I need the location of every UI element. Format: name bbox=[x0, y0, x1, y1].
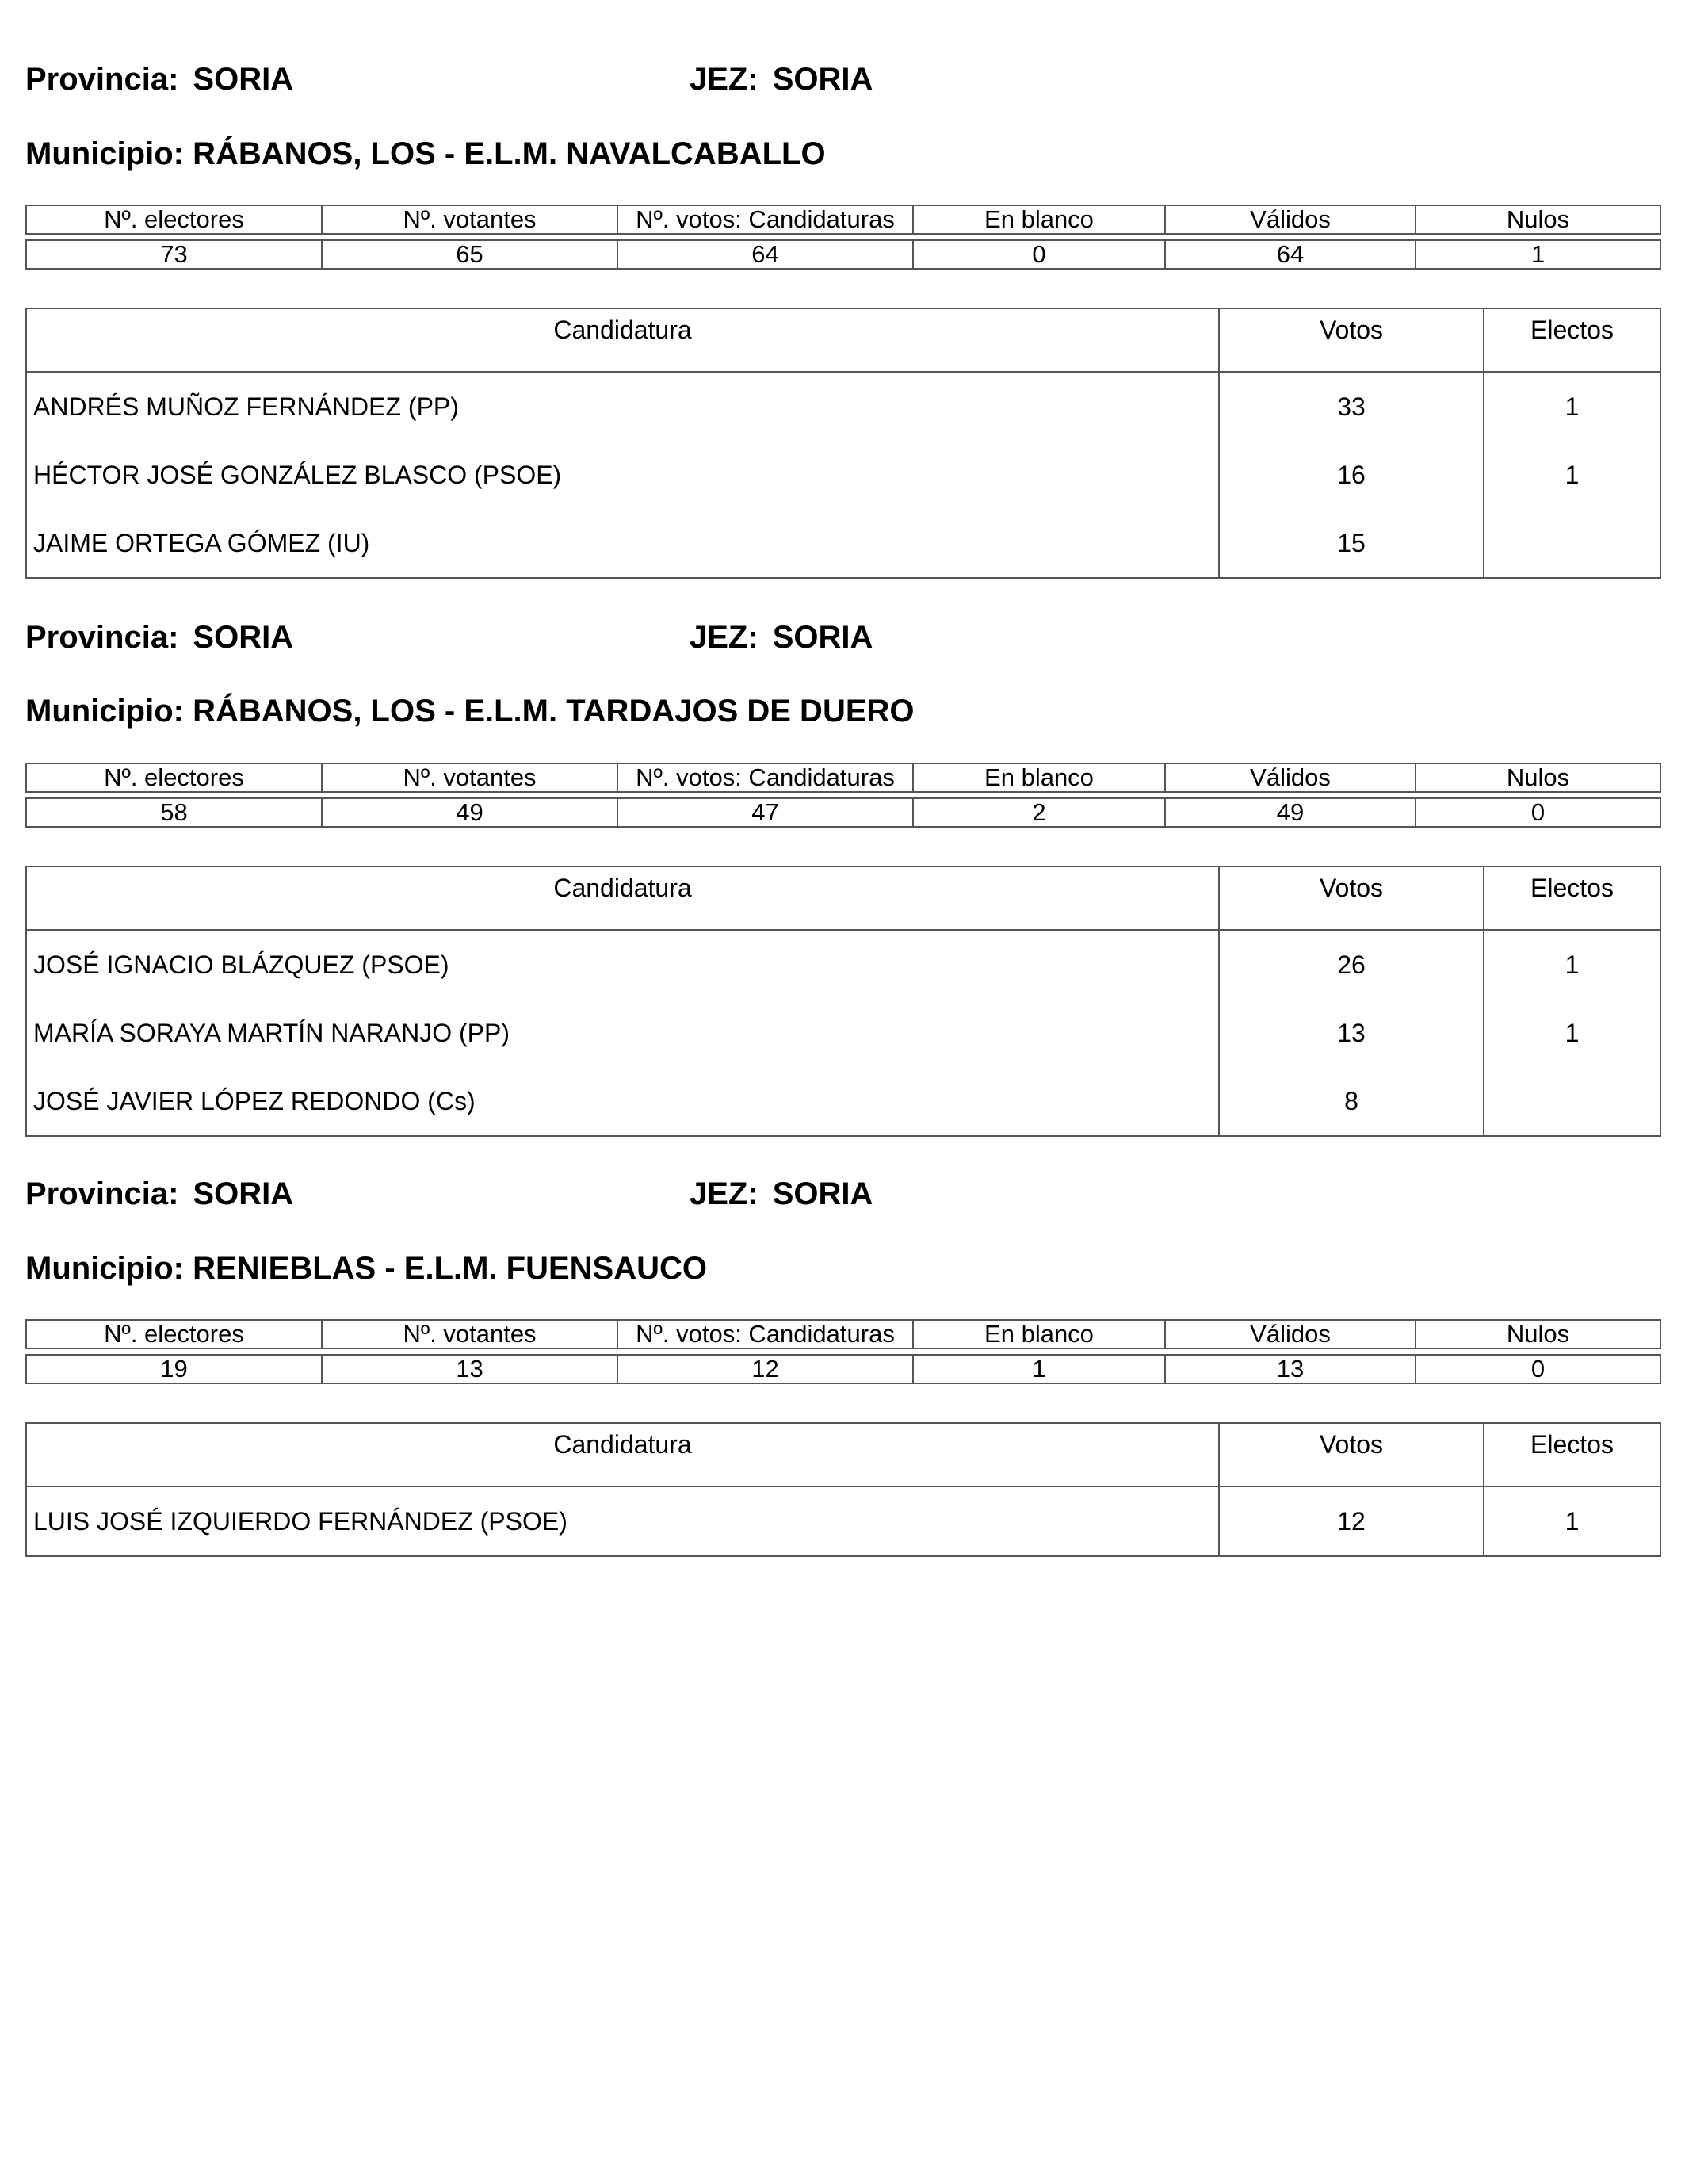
jez-value: SORIA bbox=[772, 1176, 873, 1211]
col-candidatura-header: Candidatura bbox=[27, 1424, 1220, 1486]
candidate-name: LUIS JOSÉ IZQUIERDO FERNÁNDEZ (PSOE) bbox=[27, 1487, 1220, 1555]
col-electos-header: Electos bbox=[1530, 316, 1614, 344]
nulos-value: 0 bbox=[1416, 1355, 1660, 1383]
candidate-electos: 1 bbox=[1565, 392, 1580, 421]
col-votos-cand-header: Nº. votos: Candidaturas bbox=[617, 1320, 913, 1348]
col-votos-cand-header: Nº. votos: Candidaturas bbox=[617, 205, 913, 234]
candidate-name: JOSÉ IGNACIO BLÁZQUEZ (PSOE) bbox=[27, 931, 1220, 999]
candidate-row bbox=[27, 1487, 1660, 1555]
candidate-electos: 1 bbox=[1565, 1506, 1580, 1536]
jez-value: SORIA bbox=[772, 620, 873, 655]
jez-label: JEZ: bbox=[690, 62, 758, 97]
candidate-votos: 16 bbox=[1220, 441, 1484, 509]
col-nulos-header: Nulos bbox=[1416, 763, 1660, 792]
candidate-votos: 26 bbox=[1220, 931, 1484, 999]
candidate-row bbox=[27, 373, 1660, 441]
candidate-electos bbox=[1484, 509, 1660, 577]
jez-header bbox=[690, 620, 873, 656]
provincia-label: Provincia: bbox=[25, 62, 179, 97]
jez-header bbox=[690, 62, 873, 98]
nulos-value: 0 bbox=[1416, 798, 1660, 827]
jez-label: JEZ: bbox=[690, 620, 758, 655]
candidate-row bbox=[27, 1067, 1660, 1135]
provincia-header bbox=[25, 62, 293, 98]
votantes-value: 49 bbox=[322, 798, 617, 827]
col-electos-header: Electos bbox=[1530, 1430, 1614, 1459]
provincia-value: SORIA bbox=[193, 1176, 294, 1211]
candidate-votos: 33 bbox=[1220, 373, 1484, 441]
col-validos-header: Válidos bbox=[1165, 1320, 1416, 1348]
blanco-value: 0 bbox=[913, 240, 1165, 269]
votantes-value: 65 bbox=[322, 240, 617, 269]
jez-header bbox=[690, 1176, 873, 1212]
jez-value: SORIA bbox=[772, 62, 873, 97]
col-votantes-header: Nº. votantes bbox=[322, 205, 617, 234]
municipio-label: Municipio: bbox=[25, 1251, 184, 1286]
votantes-value: 13 bbox=[322, 1355, 617, 1383]
candidates-table bbox=[25, 866, 1661, 1137]
validos-value: 13 bbox=[1165, 1355, 1416, 1383]
candidate-row bbox=[27, 999, 1660, 1067]
electores-value: 58 bbox=[26, 798, 322, 827]
candidate-name: JAIME ORTEGA GÓMEZ (IU) bbox=[27, 509, 1220, 577]
col-blanco-header: En blanco bbox=[913, 205, 1165, 234]
candidate-name: JOSÉ JAVIER LÓPEZ REDONDO (Cs) bbox=[27, 1067, 1220, 1135]
col-votos-header: Votos bbox=[1220, 1424, 1484, 1486]
municipio-value: RÁBANOS, LOS - E.L.M. TARDAJOS DE DUERO bbox=[193, 694, 915, 729]
col-validos-header: Válidos bbox=[1165, 763, 1416, 792]
municipio-header bbox=[25, 1251, 707, 1287]
summary-table bbox=[25, 763, 1661, 828]
nulos-value: 1 bbox=[1416, 240, 1660, 269]
votos-cand-value: 12 bbox=[617, 1355, 913, 1383]
candidate-row bbox=[27, 509, 1660, 577]
jez-label: JEZ: bbox=[690, 1176, 758, 1211]
candidate-name: ANDRÉS MUÑOZ FERNÁNDEZ (PP) bbox=[27, 373, 1220, 441]
votos-cand-value: 64 bbox=[617, 240, 913, 269]
municipio-header bbox=[25, 136, 826, 172]
provincia-value: SORIA bbox=[193, 620, 294, 655]
candidate-votos: 8 bbox=[1220, 1067, 1484, 1135]
candidate-row bbox=[27, 931, 1660, 999]
municipio-value: RÁBANOS, LOS - E.L.M. NAVALCABALLO bbox=[193, 136, 826, 171]
candidate-votos: 15 bbox=[1220, 509, 1484, 577]
municipio-label: Municipio: bbox=[25, 136, 184, 171]
candidate-electos: 1 bbox=[1565, 950, 1580, 979]
candidates-table bbox=[25, 308, 1661, 579]
candidate-row bbox=[27, 441, 1660, 509]
municipio-header bbox=[25, 694, 915, 729]
blanco-value: 1 bbox=[913, 1355, 1165, 1383]
col-candidatura-header: Candidatura bbox=[27, 867, 1220, 929]
candidates-table bbox=[25, 1422, 1661, 1557]
validos-value: 64 bbox=[1165, 240, 1416, 269]
col-votos-header: Votos bbox=[1220, 867, 1484, 929]
candidates-header-row bbox=[27, 1424, 1660, 1487]
candidate-electos: 1 bbox=[1565, 460, 1580, 489]
candidates-header-row bbox=[27, 867, 1660, 931]
provincia-header bbox=[25, 620, 293, 656]
summary-table bbox=[25, 1319, 1661, 1384]
col-votos-cand-header: Nº. votos: Candidaturas bbox=[617, 763, 913, 792]
col-votos-header: Votos bbox=[1220, 309, 1484, 371]
col-nulos-header: Nulos bbox=[1416, 205, 1660, 234]
provincia-label: Provincia: bbox=[25, 620, 179, 655]
provincia-header bbox=[25, 1176, 293, 1212]
col-blanco-header: En blanco bbox=[913, 1320, 1165, 1348]
candidate-votos: 13 bbox=[1220, 999, 1484, 1067]
candidate-electos: 1 bbox=[1565, 1018, 1580, 1047]
validos-value: 49 bbox=[1165, 798, 1416, 827]
provincia-label: Provincia: bbox=[25, 1176, 179, 1211]
electores-value: 73 bbox=[26, 240, 322, 269]
col-candidatura-header: Candidatura bbox=[27, 309, 1220, 371]
municipio-value: RENIEBLAS - E.L.M. FUENSAUCO bbox=[193, 1251, 707, 1286]
col-nulos-header: Nulos bbox=[1416, 1320, 1660, 1348]
col-votantes-header: Nº. votantes bbox=[322, 763, 617, 792]
electores-value: 19 bbox=[26, 1355, 322, 1383]
candidate-votos: 12 bbox=[1220, 1487, 1484, 1555]
col-validos-header: Válidos bbox=[1165, 205, 1416, 234]
votos-cand-value: 47 bbox=[617, 798, 913, 827]
col-electos-header: Electos bbox=[1530, 874, 1614, 902]
summary-table bbox=[25, 205, 1661, 270]
blanco-value: 2 bbox=[913, 798, 1165, 827]
col-votantes-header: Nº. votantes bbox=[322, 1320, 617, 1348]
candidate-electos bbox=[1484, 1067, 1660, 1135]
candidate-name: HÉCTOR JOSÉ GONZÁLEZ BLASCO (PSOE) bbox=[27, 441, 1220, 509]
candidate-name: MARÍA SORAYA MARTÍN NARANJO (PP) bbox=[27, 999, 1220, 1067]
provincia-value: SORIA bbox=[193, 62, 294, 97]
col-electores-header: Nº. electores bbox=[26, 763, 322, 792]
candidates-header-row bbox=[27, 309, 1660, 373]
col-blanco-header: En blanco bbox=[913, 763, 1165, 792]
col-electores-header: Nº. electores bbox=[26, 1320, 322, 1348]
col-electores-header: Nº. electores bbox=[26, 205, 322, 234]
municipio-label: Municipio: bbox=[25, 694, 184, 729]
